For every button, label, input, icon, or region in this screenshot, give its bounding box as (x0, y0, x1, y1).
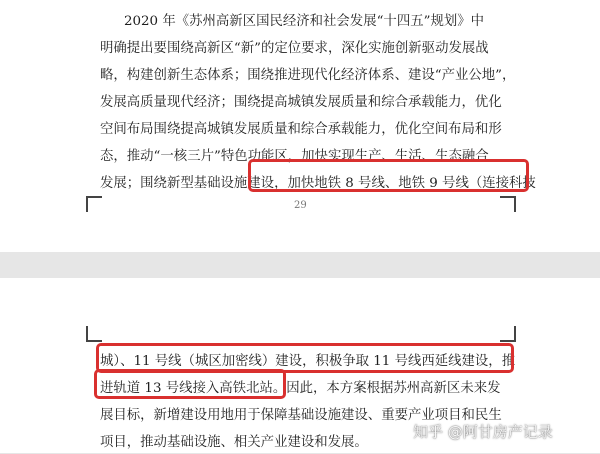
text-line: 进轨道 13 号线接入高铁北站。因此，本方案根据苏州高新区未来发 (100, 381, 501, 396)
text-line: 略，构建创新生态体系；围绕推进现代化经济体系、建设“产业公地”， (100, 68, 516, 83)
watermark: 知乎 @阿甘房产记录 (413, 423, 553, 441)
crop-mark-top-left (86, 326, 102, 342)
text-line: 2020 年《苏州高新区国民经济和社会发展“十四五”规划》中 (124, 14, 485, 29)
highlight-box-metro-lines (248, 159, 529, 192)
text-line: 空间布局围绕提高城镇发展质量和综合承载能力，优化空间布局和形 (100, 122, 502, 137)
text-line: 发展；围绕新型基础设施建设，加快地铁 8 号线、地铁 9 号线（连接科技 (100, 176, 536, 191)
text-line: 城）、11 号线（城区加密线）建设，积极争取 11 号线西延线建设，推 (100, 354, 516, 369)
crop-mark-bottom-left (86, 196, 102, 212)
highlight-box-line-13 (94, 369, 286, 399)
text-line: 项目，推动基础设施、相关产业建设和发展。 (100, 435, 368, 450)
text-line: 态，推动“一核三片”特色功能区，加快实现生产、生活、生态融合 (100, 149, 489, 164)
text-line: 发展高质量现代经济；围绕提高城镇发展质量和综合承载能力，优化 (100, 95, 502, 110)
page-number: 29 (294, 200, 307, 211)
crop-mark-top-right (500, 326, 516, 342)
text-line: 明确提出要围绕高新区“新”的定位要求，深化实施创新驱动发展战 (100, 41, 489, 56)
text-line: 展目标，新增建设用地用于保障基础设施建设、重要产业项目和民生 (100, 408, 502, 423)
crop-mark-bottom-right (500, 196, 516, 212)
